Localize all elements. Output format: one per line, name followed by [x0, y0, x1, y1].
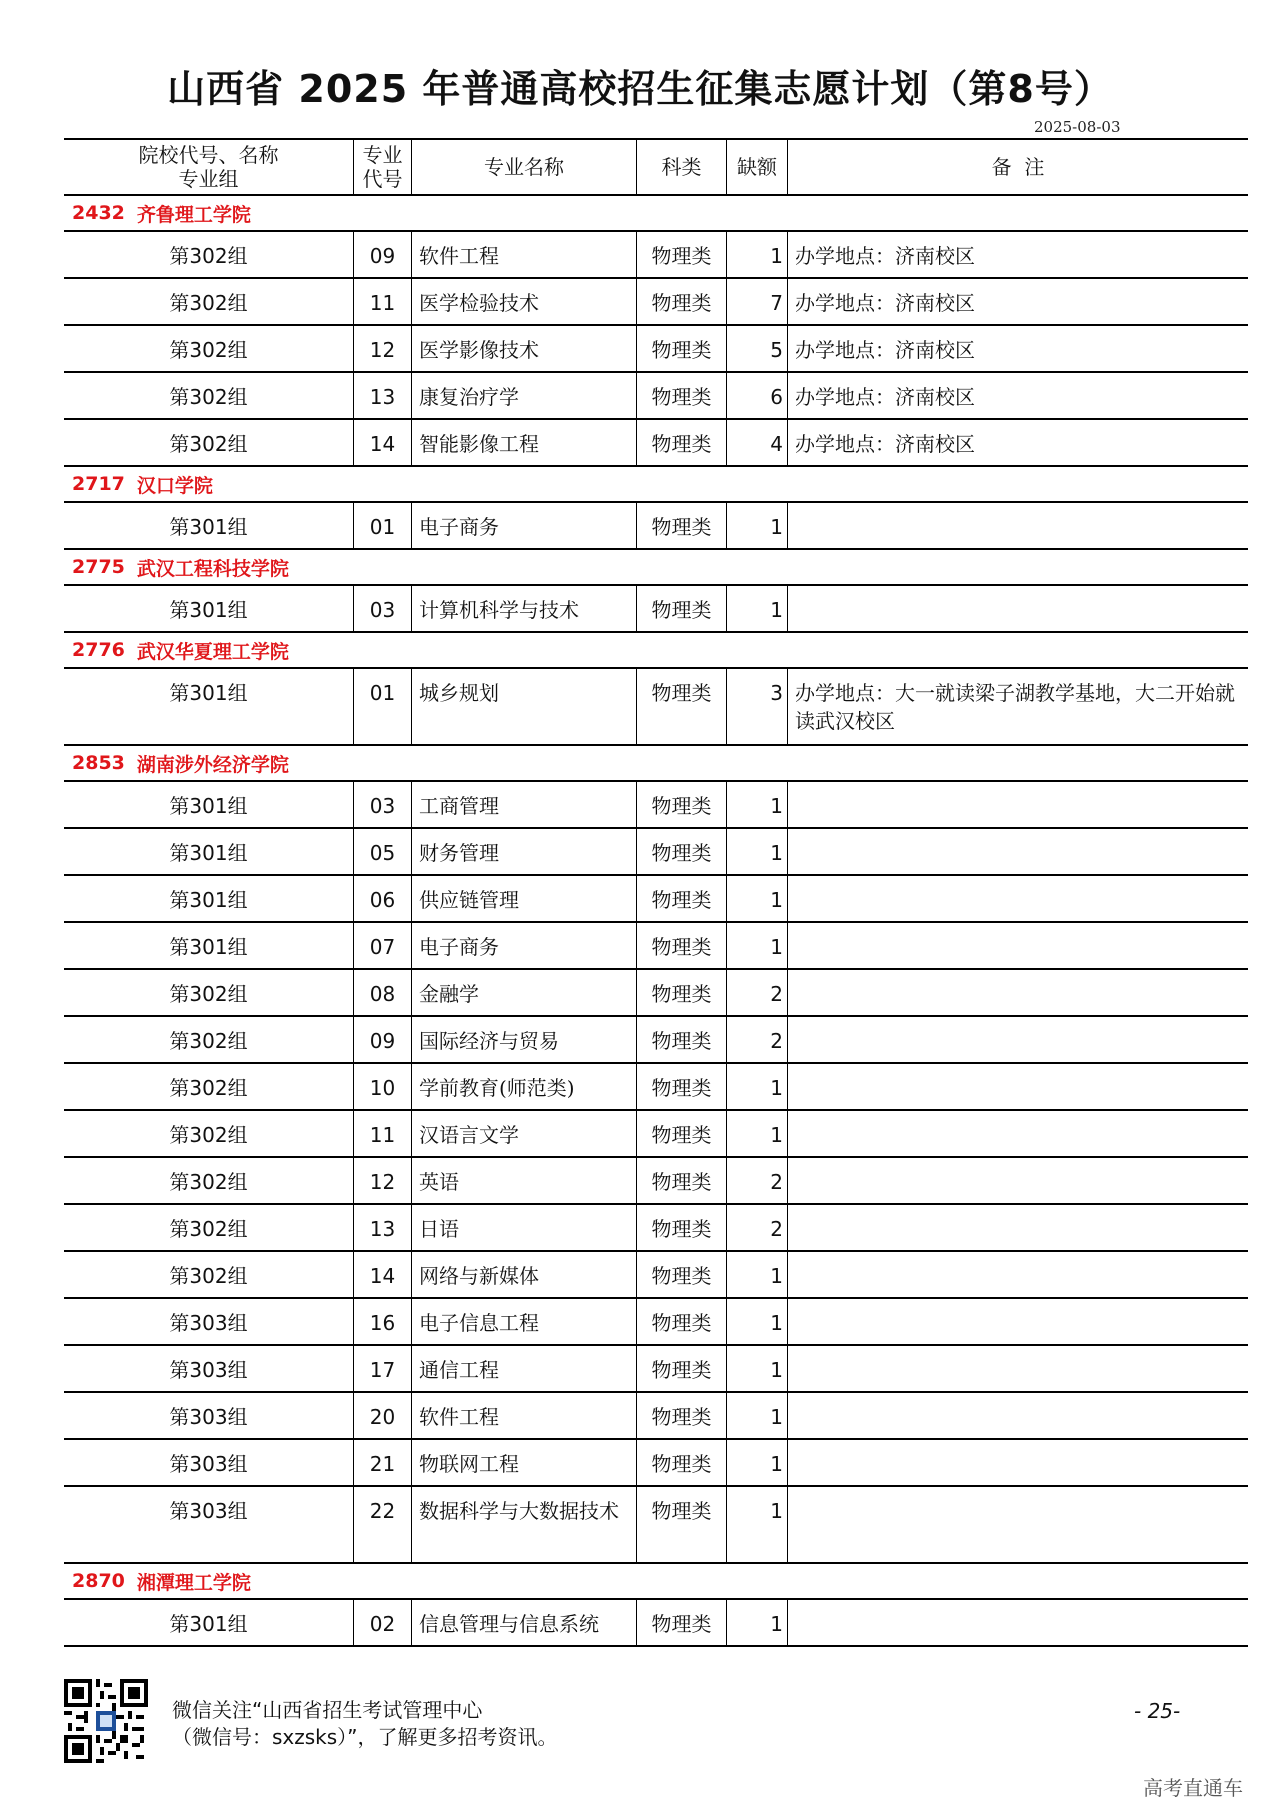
group-cell: 第302组 [64, 970, 354, 1015]
group-cell: 第302组 [64, 1111, 354, 1156]
major-code-cell: 14 [354, 420, 412, 465]
group-cell: 第302组 [64, 279, 354, 324]
table-row [64, 1299, 1248, 1346]
category-cell: 物理类 [637, 586, 727, 631]
category-cell: 物理类 [637, 1205, 727, 1250]
vacancy-cell: 1 [727, 829, 788, 874]
category-cell: 物理类 [637, 1299, 727, 1344]
group-cell: 第302组 [64, 326, 354, 371]
vacancy-cell: 3 [727, 669, 788, 744]
category-cell: 物理类 [637, 232, 727, 277]
vacancy-cell: 1 [727, 503, 788, 548]
table-row [64, 669, 1248, 746]
major-code-cell: 10 [354, 1064, 412, 1109]
publish-date: 2025-08-03 [1034, 118, 1121, 136]
category-cell: 物理类 [637, 279, 727, 324]
remark-cell [788, 1017, 1248, 1062]
category-cell: 物理类 [637, 923, 727, 968]
major-name-cell: 金融学 [412, 970, 637, 1015]
vacancy-cell: 1 [727, 1600, 788, 1645]
school-code: 2776 [72, 639, 125, 661]
remark-cell: 办学地点：济南校区 [795, 338, 975, 362]
vacancy-cell: 1 [727, 1064, 788, 1109]
remark-cell [788, 1158, 1248, 1203]
major-name-cell: 康复治疗学 [412, 373, 637, 418]
school-code: 2870 [72, 1570, 125, 1592]
remark-cell [788, 1346, 1248, 1391]
category-cell: 物理类 [637, 669, 727, 744]
major-code-cell: 13 [354, 373, 412, 418]
school-name: 齐鲁理工学院 [136, 203, 251, 226]
school-code: 2432 [72, 202, 125, 224]
school-code: 2717 [72, 473, 125, 495]
vacancy-cell: 6 [727, 373, 788, 418]
major-name-cell: 城乡规划 [412, 669, 637, 744]
major-code-cell: 02 [354, 1600, 412, 1645]
header-category: 科类 [637, 140, 727, 194]
remark-cell [788, 586, 1248, 631]
major-code-cell: 07 [354, 923, 412, 968]
group-cell: 第302组 [64, 1252, 354, 1297]
major-name-cell: 英语 [412, 1158, 637, 1203]
vacancy-cell: 1 [727, 1299, 788, 1344]
vacancy-cell: 2 [727, 1017, 788, 1062]
table-row [64, 782, 1248, 829]
group-cell: 第302组 [64, 232, 354, 277]
major-name-cell: 供应链管理 [412, 876, 637, 921]
category-cell: 物理类 [637, 1017, 727, 1062]
table-row [64, 373, 1248, 420]
school-header [64, 550, 1248, 586]
table-row [64, 279, 1248, 326]
school-header [64, 1564, 1248, 1600]
group-cell: 第301组 [64, 782, 354, 827]
major-name-cell: 学前教育(师范类) [412, 1064, 637, 1109]
remark-cell: 办学地点：济南校区 [795, 244, 975, 268]
major-name-cell: 国际经济与贸易 [412, 1017, 637, 1062]
header-code-line1: 专业 [362, 143, 403, 167]
remark-cell: 办学地点：济南校区 [795, 291, 975, 315]
vacancy-cell: 2 [727, 1158, 788, 1203]
vacancy-cell: 1 [727, 923, 788, 968]
remark-cell [788, 1205, 1248, 1250]
vacancy-cell: 1 [727, 1252, 788, 1297]
major-code-cell: 09 [354, 1017, 412, 1062]
major-code-cell: 11 [354, 279, 412, 324]
vacancy-cell: 1 [727, 586, 788, 631]
vacancy-cell: 1 [727, 876, 788, 921]
vacancy-cell: 1 [727, 1111, 788, 1156]
vacancy-cell: 1 [727, 1393, 788, 1438]
major-name-cell: 日语 [412, 1205, 637, 1250]
group-cell: 第302组 [64, 1064, 354, 1109]
major-name-cell: 财务管理 [412, 829, 637, 874]
table-row [64, 970, 1248, 1017]
school-name: 汉口学院 [136, 474, 213, 497]
remark-cell [788, 876, 1248, 921]
major-name-cell: 网络与新媒体 [412, 1252, 637, 1297]
major-name-cell: 通信工程 [412, 1346, 637, 1391]
header-major: 专业名称 [412, 140, 637, 194]
remark-cell [788, 1064, 1248, 1109]
table-row [64, 503, 1248, 550]
table-row [64, 1158, 1248, 1205]
major-name-cell: 电子信息工程 [412, 1299, 637, 1344]
major-code-cell: 01 [354, 503, 412, 548]
remark-cell: 办学地点：济南校区 [795, 385, 975, 409]
category-cell: 物理类 [637, 970, 727, 1015]
vacancy-cell: 5 [727, 326, 788, 371]
header-code-line2: 代号 [362, 167, 403, 191]
table-row [64, 586, 1248, 633]
major-code-cell: 01 [354, 669, 412, 744]
major-name-cell: 软件工程 [412, 1393, 637, 1438]
plan-table [64, 138, 1248, 1647]
major-code-cell: 11 [354, 1111, 412, 1156]
header-code [354, 140, 412, 194]
group-cell: 第302组 [64, 1158, 354, 1203]
group-cell: 第303组 [64, 1440, 354, 1485]
table-row [64, 1393, 1248, 1440]
major-name-cell: 医学检验技术 [412, 279, 637, 324]
major-name-cell: 数据科学与大数据技术 [412, 1487, 637, 1562]
table-row [64, 1205, 1248, 1252]
remark-cell [788, 1393, 1248, 1438]
remark-cell [788, 1600, 1248, 1645]
group-cell: 第302组 [64, 1017, 354, 1062]
major-name-cell: 智能影像工程 [412, 420, 637, 465]
group-cell: 第301组 [64, 923, 354, 968]
major-code-cell: 12 [354, 326, 412, 371]
footer-line2: （微信号：sxzsks）”，了解更多招考资讯。 [172, 1725, 558, 1749]
school-name: 武汉华夏理工学院 [136, 640, 289, 663]
category-cell: 物理类 [637, 1252, 727, 1297]
table-header [64, 138, 1248, 196]
group-cell: 第303组 [64, 1393, 354, 1438]
major-code-cell: 16 [354, 1299, 412, 1344]
vacancy-cell: 1 [727, 232, 788, 277]
page-title: 山西省 2025 年普通高校招生征集志愿计划（第8号） [167, 67, 1113, 111]
vacancy-cell: 1 [727, 782, 788, 827]
category-cell: 物理类 [637, 1064, 727, 1109]
remark-cell [788, 1111, 1248, 1156]
remark-cell [788, 1252, 1248, 1297]
school-header [64, 467, 1248, 503]
remark-cell [788, 782, 1248, 827]
school-name: 湘潭理工学院 [136, 1571, 251, 1594]
qr-code-icon [64, 1679, 148, 1763]
group-cell: 第302组 [64, 1205, 354, 1250]
table-row [64, 829, 1248, 876]
header-remark: 备 注 [991, 155, 1045, 179]
footer-note [172, 1697, 558, 1751]
vacancy-cell: 4 [727, 420, 788, 465]
school-code: 2775 [72, 556, 125, 578]
category-cell: 物理类 [637, 503, 727, 548]
table-row [64, 1111, 1248, 1158]
remark-cell [788, 1440, 1248, 1485]
remark-cell [788, 503, 1248, 548]
group-cell: 第302组 [64, 420, 354, 465]
table-row [64, 1064, 1248, 1111]
category-cell: 物理类 [637, 1487, 727, 1562]
remark-cell [788, 829, 1248, 874]
category-cell: 物理类 [637, 326, 727, 371]
vacancy-cell: 1 [727, 1487, 788, 1562]
group-cell: 第301组 [64, 829, 354, 874]
major-name-cell: 软件工程 [412, 232, 637, 277]
category-cell: 物理类 [637, 782, 727, 827]
group-cell: 第302组 [64, 373, 354, 418]
group-cell: 第303组 [64, 1346, 354, 1391]
major-code-cell: 21 [354, 1440, 412, 1485]
remark-cell: 办学地点：济南校区 [795, 432, 975, 456]
major-code-cell: 20 [354, 1393, 412, 1438]
vacancy-cell: 2 [727, 970, 788, 1015]
school-header [64, 633, 1248, 669]
group-cell: 第301组 [64, 1600, 354, 1645]
major-code-cell: 08 [354, 970, 412, 1015]
category-cell: 物理类 [637, 1440, 727, 1485]
header-group-line1: 院校代号、名称 [138, 143, 279, 167]
group-cell: 第303组 [64, 1487, 354, 1562]
category-cell: 物理类 [637, 420, 727, 465]
table-row [64, 420, 1248, 467]
major-code-cell: 13 [354, 1205, 412, 1250]
category-cell: 物理类 [637, 1158, 727, 1203]
table-row [64, 1252, 1248, 1299]
major-code-cell: 05 [354, 829, 412, 874]
header-vacancy: 缺额 [727, 140, 788, 194]
group-cell: 第303组 [64, 1299, 354, 1344]
header-group-line2: 专业组 [178, 167, 239, 191]
major-name-cell: 电子商务 [412, 503, 637, 548]
table-body [64, 196, 1248, 1647]
category-cell: 物理类 [637, 1600, 727, 1645]
category-cell: 物理类 [637, 876, 727, 921]
school-header [64, 196, 1248, 232]
major-code-cell: 03 [354, 586, 412, 631]
school-name: 武汉工程科技学院 [136, 557, 289, 580]
category-cell: 物理类 [637, 1393, 727, 1438]
major-name-cell: 汉语言文学 [412, 1111, 637, 1156]
category-cell: 物理类 [637, 829, 727, 874]
group-cell: 第301组 [64, 669, 354, 744]
header-group [64, 140, 354, 194]
table-row [64, 326, 1248, 373]
vacancy-cell: 1 [727, 1440, 788, 1485]
major-name-cell: 工商管理 [412, 782, 637, 827]
category-cell: 物理类 [637, 1111, 727, 1156]
vacancy-cell: 2 [727, 1205, 788, 1250]
table-row [64, 232, 1248, 279]
group-cell: 第301组 [64, 503, 354, 548]
category-cell: 物理类 [637, 373, 727, 418]
group-cell: 第301组 [64, 876, 354, 921]
table-row [64, 1017, 1248, 1064]
major-code-cell: 12 [354, 1158, 412, 1203]
major-name-cell: 电子商务 [412, 923, 637, 968]
major-code-cell: 03 [354, 782, 412, 827]
school-code: 2853 [72, 752, 125, 774]
table-row [64, 876, 1248, 923]
footer-line1: 微信关注“山西省招生考试管理中心 [172, 1698, 483, 1722]
table-row [64, 1600, 1248, 1647]
major-code-cell: 22 [354, 1487, 412, 1562]
major-code-cell: 17 [354, 1346, 412, 1391]
major-name-cell: 物联网工程 [412, 1440, 637, 1485]
table-row [64, 1440, 1248, 1487]
major-code-cell: 06 [354, 876, 412, 921]
watermark: 高考直通车 [1143, 1776, 1243, 1800]
table-row [64, 923, 1248, 970]
vacancy-cell: 7 [727, 279, 788, 324]
major-name-cell: 计算机科学与技术 [412, 586, 637, 631]
remark-cell [788, 1487, 1248, 1562]
category-cell: 物理类 [637, 1346, 727, 1391]
table-row [64, 1487, 1248, 1564]
page-number: - 25- [1134, 1699, 1181, 1723]
major-name-cell: 信息管理与信息系统 [412, 1600, 637, 1645]
major-code-cell: 14 [354, 1252, 412, 1297]
remark-cell [788, 970, 1248, 1015]
remark-cell [788, 1299, 1248, 1344]
school-name: 湖南涉外经济学院 [136, 753, 289, 776]
table-row [64, 1346, 1248, 1393]
group-cell: 第301组 [64, 586, 354, 631]
major-name-cell: 医学影像技术 [412, 326, 637, 371]
remark-cell [788, 923, 1248, 968]
remark-cell: 办学地点：大一就读梁子湖教学基地，大二开始就读武汉校区 [795, 681, 1235, 733]
major-code-cell: 09 [354, 232, 412, 277]
school-header [64, 746, 1248, 782]
vacancy-cell: 1 [727, 1346, 788, 1391]
